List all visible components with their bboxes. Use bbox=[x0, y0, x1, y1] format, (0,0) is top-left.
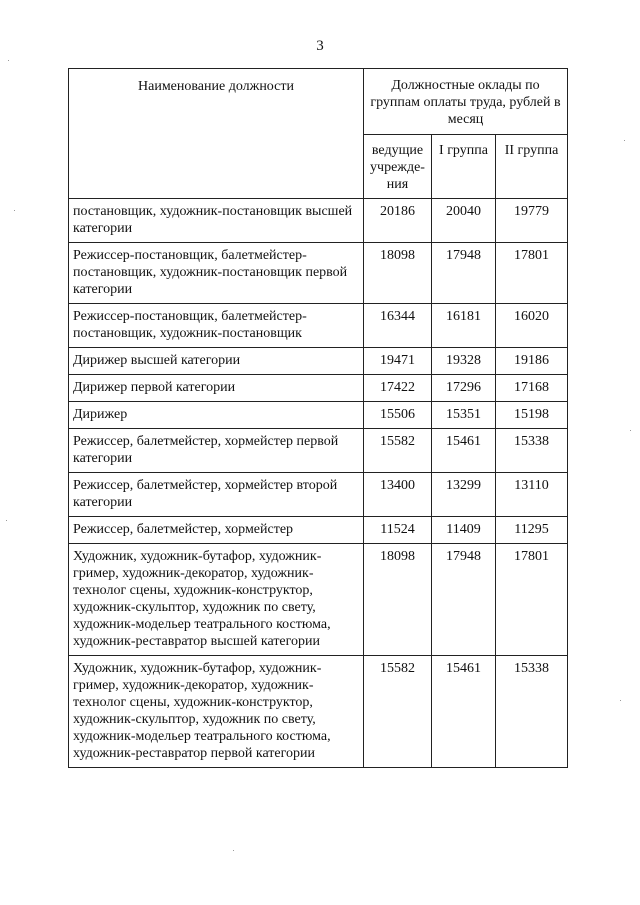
table-row bbox=[69, 656, 568, 768]
scan-speck bbox=[624, 140, 625, 141]
position-name: Режиссер, балетмейстер, хормейстер второй категории bbox=[69, 473, 364, 517]
table-row bbox=[69, 199, 568, 243]
position-name: Художник, художник-бутафор, художник-гример, художник-декоратор, художник-технолог сцены, художник-конструктор, художник-скульптор, художник по свету, художник-модельер театрального костюма, художник-реставратор первой категории bbox=[69, 656, 364, 768]
position-name: постановщик, художник-постановщик высшей категории bbox=[69, 199, 364, 243]
salary-group-2: 19779 bbox=[496, 199, 568, 243]
table-row bbox=[69, 402, 568, 429]
salary-leading: 15582 bbox=[364, 429, 432, 473]
salary-group-2: 13110 bbox=[496, 473, 568, 517]
salary-leading: 11524 bbox=[364, 517, 432, 544]
salary-leading: 17422 bbox=[364, 375, 432, 402]
salary-leading: 20186 bbox=[364, 199, 432, 243]
table-row bbox=[69, 429, 568, 473]
salary-group-2: 11295 bbox=[496, 517, 568, 544]
salary-group-1: 20040 bbox=[432, 199, 496, 243]
salary-group-1: 15351 bbox=[432, 402, 496, 429]
table-row bbox=[69, 544, 568, 656]
salary-group-1: 13299 bbox=[432, 473, 496, 517]
table-row bbox=[69, 304, 568, 348]
page-number: 3 bbox=[316, 38, 324, 54]
group-2-header: II группа bbox=[496, 135, 568, 199]
position-name: Режиссер, балетмейстер, хормейстер первой категории bbox=[69, 429, 364, 473]
salary-leading: 15582 bbox=[364, 656, 432, 768]
salary-group-2: 17801 bbox=[496, 243, 568, 304]
table-row bbox=[69, 473, 568, 517]
scan-speck bbox=[233, 850, 234, 851]
salary-group-2: 19186 bbox=[496, 348, 568, 375]
salary-group-1: 19328 bbox=[432, 348, 496, 375]
salary-group-2: 15338 bbox=[496, 656, 568, 768]
salary-group-2: 17801 bbox=[496, 544, 568, 656]
salary-leading: 13400 bbox=[364, 473, 432, 517]
position-name: Дирижер высшей категории bbox=[69, 348, 364, 375]
position-column-header: Наименование должности bbox=[69, 69, 364, 199]
leading-institutions-header: ведущие учрежде-ния bbox=[364, 135, 432, 199]
salary-group-1: 15461 bbox=[432, 656, 496, 768]
salary-leading: 18098 bbox=[364, 243, 432, 304]
table-row bbox=[69, 348, 568, 375]
salary-group-2: 16020 bbox=[496, 304, 568, 348]
position-name: Режиссер-постановщик, балетмейстер-постановщик, художник-постановщик первой категории bbox=[69, 243, 364, 304]
salary-leading: 16344 bbox=[364, 304, 432, 348]
scan-speck bbox=[6, 520, 7, 521]
salary-group-2: 15338 bbox=[496, 429, 568, 473]
salary-group-1: 15461 bbox=[432, 429, 496, 473]
salary-group-1: 16181 bbox=[432, 304, 496, 348]
scan-speck bbox=[14, 210, 15, 211]
table-row bbox=[69, 375, 568, 402]
salary-group-1: 17296 bbox=[432, 375, 496, 402]
salary-group-header: Должностные оклады по группам оплаты труда, рублей в месяц bbox=[364, 69, 568, 135]
position-name: Режиссер-постановщик, балетмейстер-постановщик, художник-постановщик bbox=[69, 304, 364, 348]
salary-group-2: 17168 bbox=[496, 375, 568, 402]
table-row bbox=[69, 243, 568, 304]
salary-leading: 19471 bbox=[364, 348, 432, 375]
salary-group-1: 11409 bbox=[432, 517, 496, 544]
salary-table bbox=[68, 68, 568, 768]
position-name: Дирижер bbox=[69, 402, 364, 429]
position-name: Режиссер, балетмейстер, хормейстер bbox=[69, 517, 364, 544]
table-row bbox=[69, 517, 568, 544]
scan-speck bbox=[630, 430, 631, 431]
salary-leading: 18098 bbox=[364, 544, 432, 656]
group-1-header: I группа bbox=[432, 135, 496, 199]
salary-group-2: 15198 bbox=[496, 402, 568, 429]
salary-group-1: 17948 bbox=[432, 544, 496, 656]
scan-speck bbox=[8, 60, 9, 61]
salary-group-1: 17948 bbox=[432, 243, 496, 304]
scan-speck bbox=[620, 700, 621, 701]
position-name: Дирижер первой категории bbox=[69, 375, 364, 402]
position-name: Художник, художник-бутафор, художник-гример, художник-декоратор, художник-технолог сцены, художник-конструктор, художник-скульптор, художник по свету, художник-модельер театрального костюма, художник-реставратор высшей категории bbox=[69, 544, 364, 656]
salary-leading: 15506 bbox=[364, 402, 432, 429]
